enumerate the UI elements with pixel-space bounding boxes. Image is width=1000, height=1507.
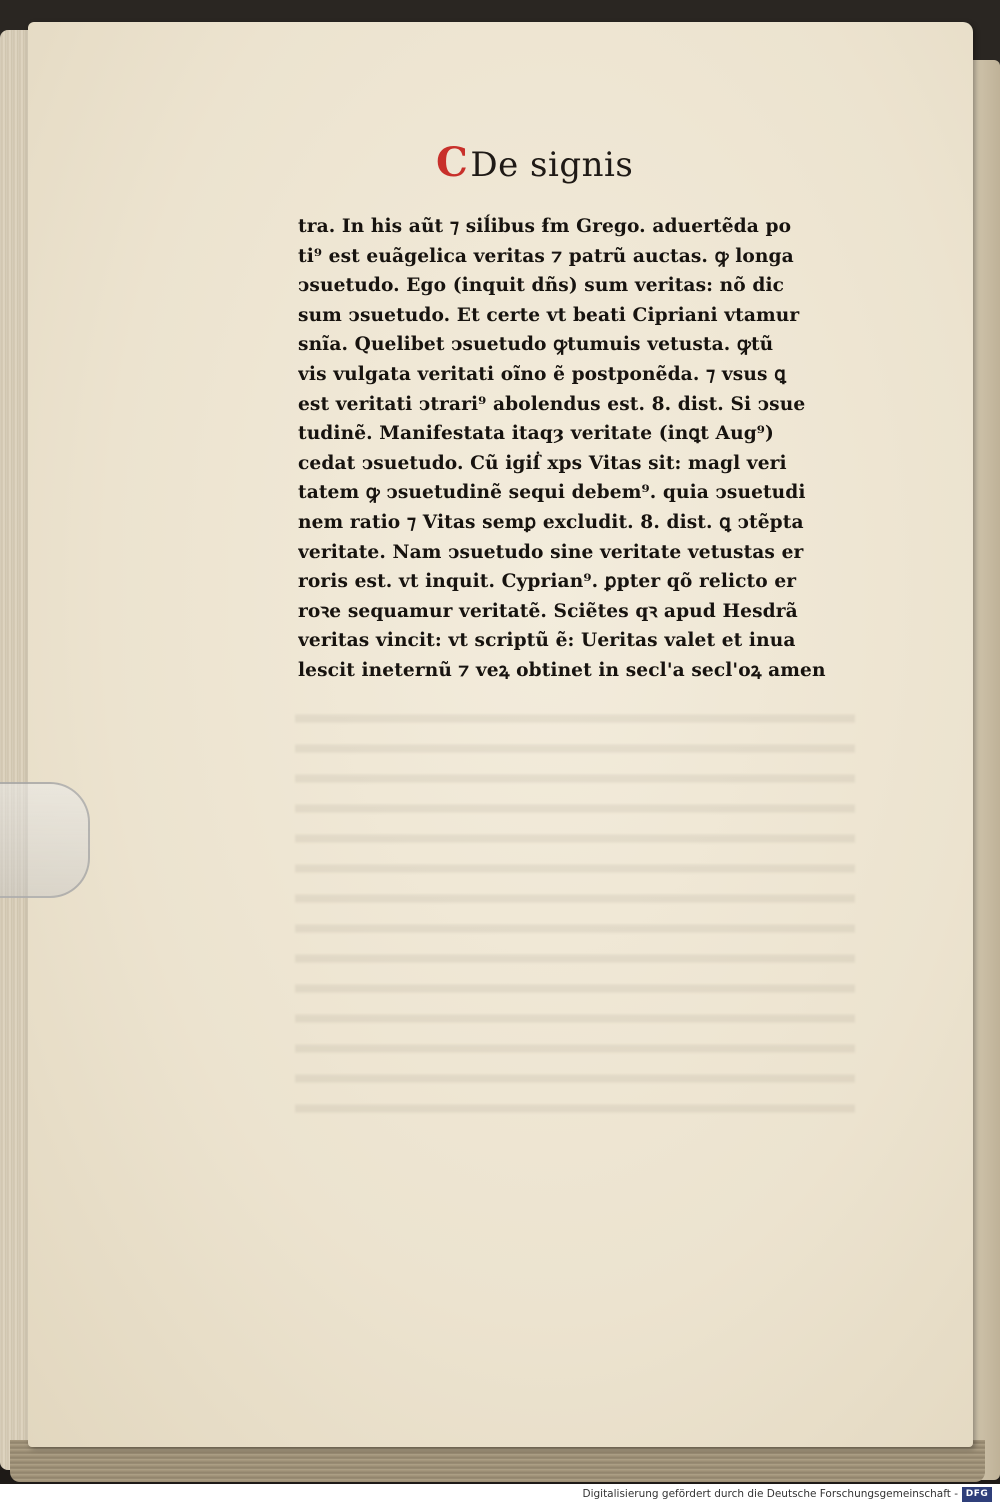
text-line: sum ↄsuetudo. Et certe vt beati Cipriani vtamur <box>298 304 800 326</box>
funding-notice: Digitalisierung gefördert durch die Deutsche Forschungsgemeinschaft - <box>582 1488 958 1500</box>
text-line: vis vulgata veritati oĩno ẽ postponẽda. ⁊ vsus ꝗ <box>298 363 787 385</box>
text-line: est veritati ↄtrari⁹ abolendus est. 8. dist. Si ↄsue <box>298 393 806 415</box>
text-line: snĩa. Quelibet ↄsuetudo ꝙtumuis vetusta. ꝙtũ <box>298 334 774 356</box>
text-line: lescit ineternũ ⁊ veꝝ obtinet in secl'a secl'oꝝ amen <box>298 659 826 681</box>
text-line: roꝛe sequamur veritatẽ. Sciẽtes qꝛ apud Hesdrã <box>298 600 798 622</box>
show-through-text <box>295 700 855 1120</box>
text-line: ↄsuetudo. Ego (inquit dñs) sum veritas: nõ dic <box>298 275 785 297</box>
text-line: nem ratio ⁊ Vitas semꝑ excludit. 8. dist. ꝗ ↄtẽpta <box>298 511 804 533</box>
text-line: veritate. Nam ↄsuetudo sine veritate vetustas er <box>298 541 804 563</box>
text-line: cedat ↄsuetudo. Cũ igiẛ xps Vitas sit: magl veri <box>298 452 787 474</box>
text-line: tatem ꝙ ↄsuetudinẽ sequi debem⁹. quia ↄsuetudi <box>298 482 806 504</box>
section-heading <box>436 138 676 188</box>
text-line: roris est. vt inquit. Cyprian⁹. ꝑpter qõ relicto er <box>298 571 797 593</box>
rubricated-initial: C <box>436 139 469 186</box>
text-line: veritas vincit: vt scriptũ ẽ: Ueritas valet et inua <box>298 630 796 652</box>
text-line: ti⁹ est euãgelica veritas ⁊ patrũ auctas. ꝙ longa <box>298 245 794 267</box>
body-text <box>298 212 868 686</box>
text-line: tra. In his aũt ⁊ siĺibus ẜm Grego. aduertẽda po <box>298 216 792 237</box>
page-clip <box>0 782 90 898</box>
footer-bar <box>0 1484 1000 1507</box>
dfg-logo-icon: DFG <box>962 1487 992 1502</box>
heading-title: De signis <box>470 145 634 185</box>
text-line: tudinẽ. Manifestata itaqȝ veritate (inꝗt Aug⁹) <box>298 423 774 445</box>
